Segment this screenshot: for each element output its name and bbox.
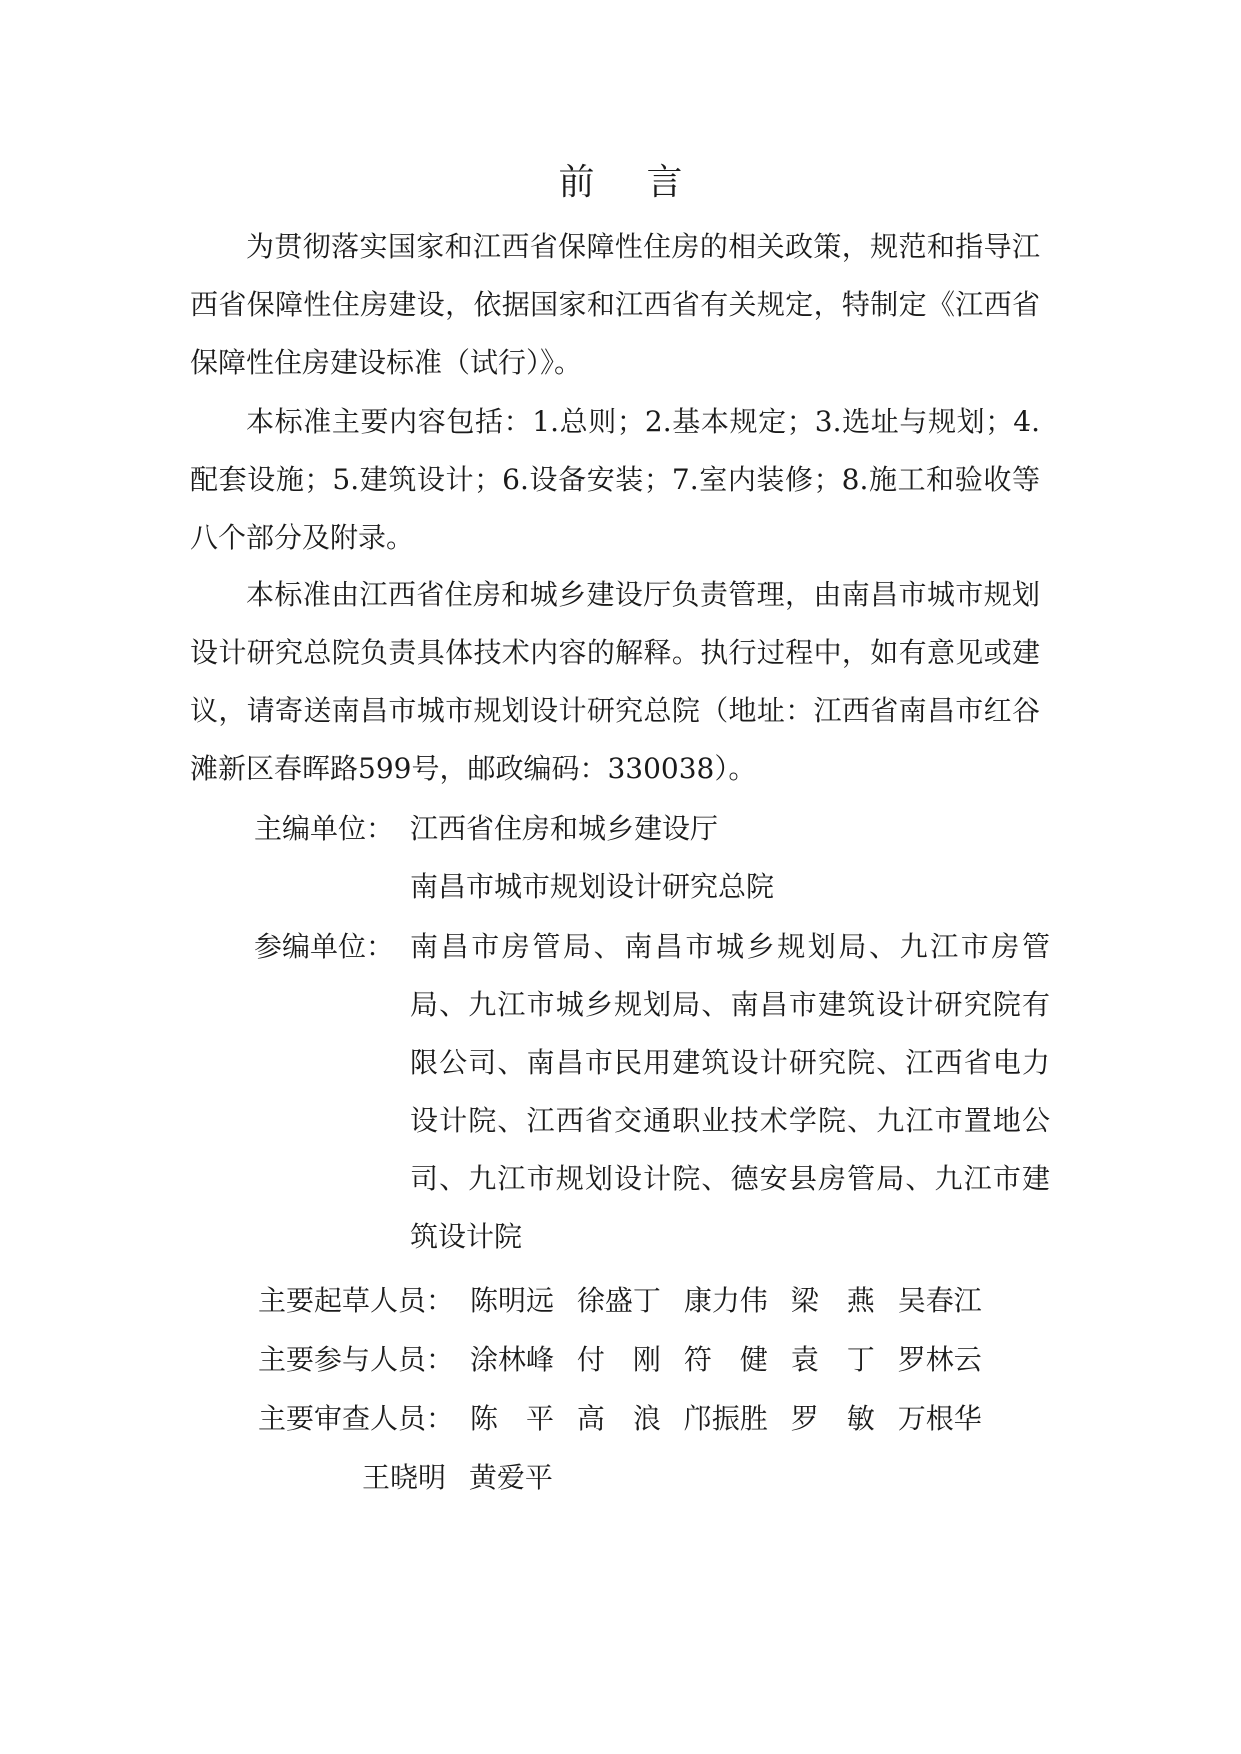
person-name: 袁 丁 <box>790 1343 875 1376</box>
chief-editor-unit: 南昌市城市规划设计研究总院 <box>410 870 775 903</box>
page-title <box>0 158 1241 208</box>
person-name: 黄爱平 <box>468 1461 553 1494</box>
participants-names <box>470 1331 996 1389</box>
reviewers-names <box>470 1390 996 1448</box>
person-name: 王晓明 <box>362 1461 447 1494</box>
person-name: 陈明远 <box>470 1284 555 1317</box>
drafters-label: 主要起草人员： <box>258 1284 455 1317</box>
person-name: 罗 敏 <box>790 1402 875 1435</box>
person-name: 康力伟 <box>683 1284 768 1317</box>
participants-label: 主要参与人员： <box>258 1343 455 1376</box>
preface-paragraph: 为贯彻落实国家和江西省保障性住房的相关政策，规范和指导江西省保障性住房建设，依据国家和江西省有关规定，特制定《江西省保障性住房建设标准（试行）》。 <box>190 230 1040 379</box>
person-name: 徐盛丁 <box>576 1284 661 1317</box>
drafters-names <box>470 1272 996 1330</box>
person-name: 付 刚 <box>576 1343 661 1376</box>
joint-editor-units: 南昌市房管局、南昌市城乡规划局、九江市房管局、九江市城乡规划局、南昌市建筑设计研究院有限公司、南昌市民用建筑设计研究院、江西省电力设计院、江西省交通职业技术学院、九江市置地公司、九江市规划设计院、德安县房管局、九江市建筑设计院 <box>410 930 1050 1253</box>
chief-editor-unit: 江西省住房和城乡建设厅 <box>410 812 719 845</box>
preface-paragraph: 本标准由江西省住房和城乡建设厅负责管理，由南昌市城市规划设计研究总院负责具体技术内容的解释。执行过程中，如有意见或建议，请寄送南昌市城市规划设计研究总院（地址：江西省南昌市红谷滩新区春晖路599号，邮政编码：330038）。 <box>190 578 1040 785</box>
preface-paragraph: 本标准主要内容包括：1.总则；2.基本规定；3.选址与规划；4.配套设施；5.建筑设计；6.设备安装；7.室内装修；8.施工和验收等八个部分及附录。 <box>190 405 1040 554</box>
person-name: 陈 平 <box>470 1402 555 1435</box>
person-name: 高 浪 <box>576 1402 661 1435</box>
reviewers-label: 主要审查人员： <box>258 1402 455 1435</box>
person-name: 梁 燕 <box>790 1284 875 1317</box>
person-name: 吴春江 <box>897 1284 982 1317</box>
person-name: 符 健 <box>683 1343 768 1376</box>
joint-editor-label: 参编单位： <box>254 930 395 963</box>
person-name: 万根华 <box>897 1402 982 1435</box>
chief-editor-label: 主编单位： <box>254 812 395 845</box>
person-name: 罗林云 <box>897 1343 982 1376</box>
page-title-char-1: 前 <box>558 162 595 203</box>
chief-editor-units <box>410 800 1050 916</box>
person-name: 涂林峰 <box>470 1343 555 1376</box>
person-name: 邝振胜 <box>683 1402 768 1435</box>
reviewers-names-continued <box>362 1449 567 1507</box>
page-title-char-2: 言 <box>646 162 683 203</box>
